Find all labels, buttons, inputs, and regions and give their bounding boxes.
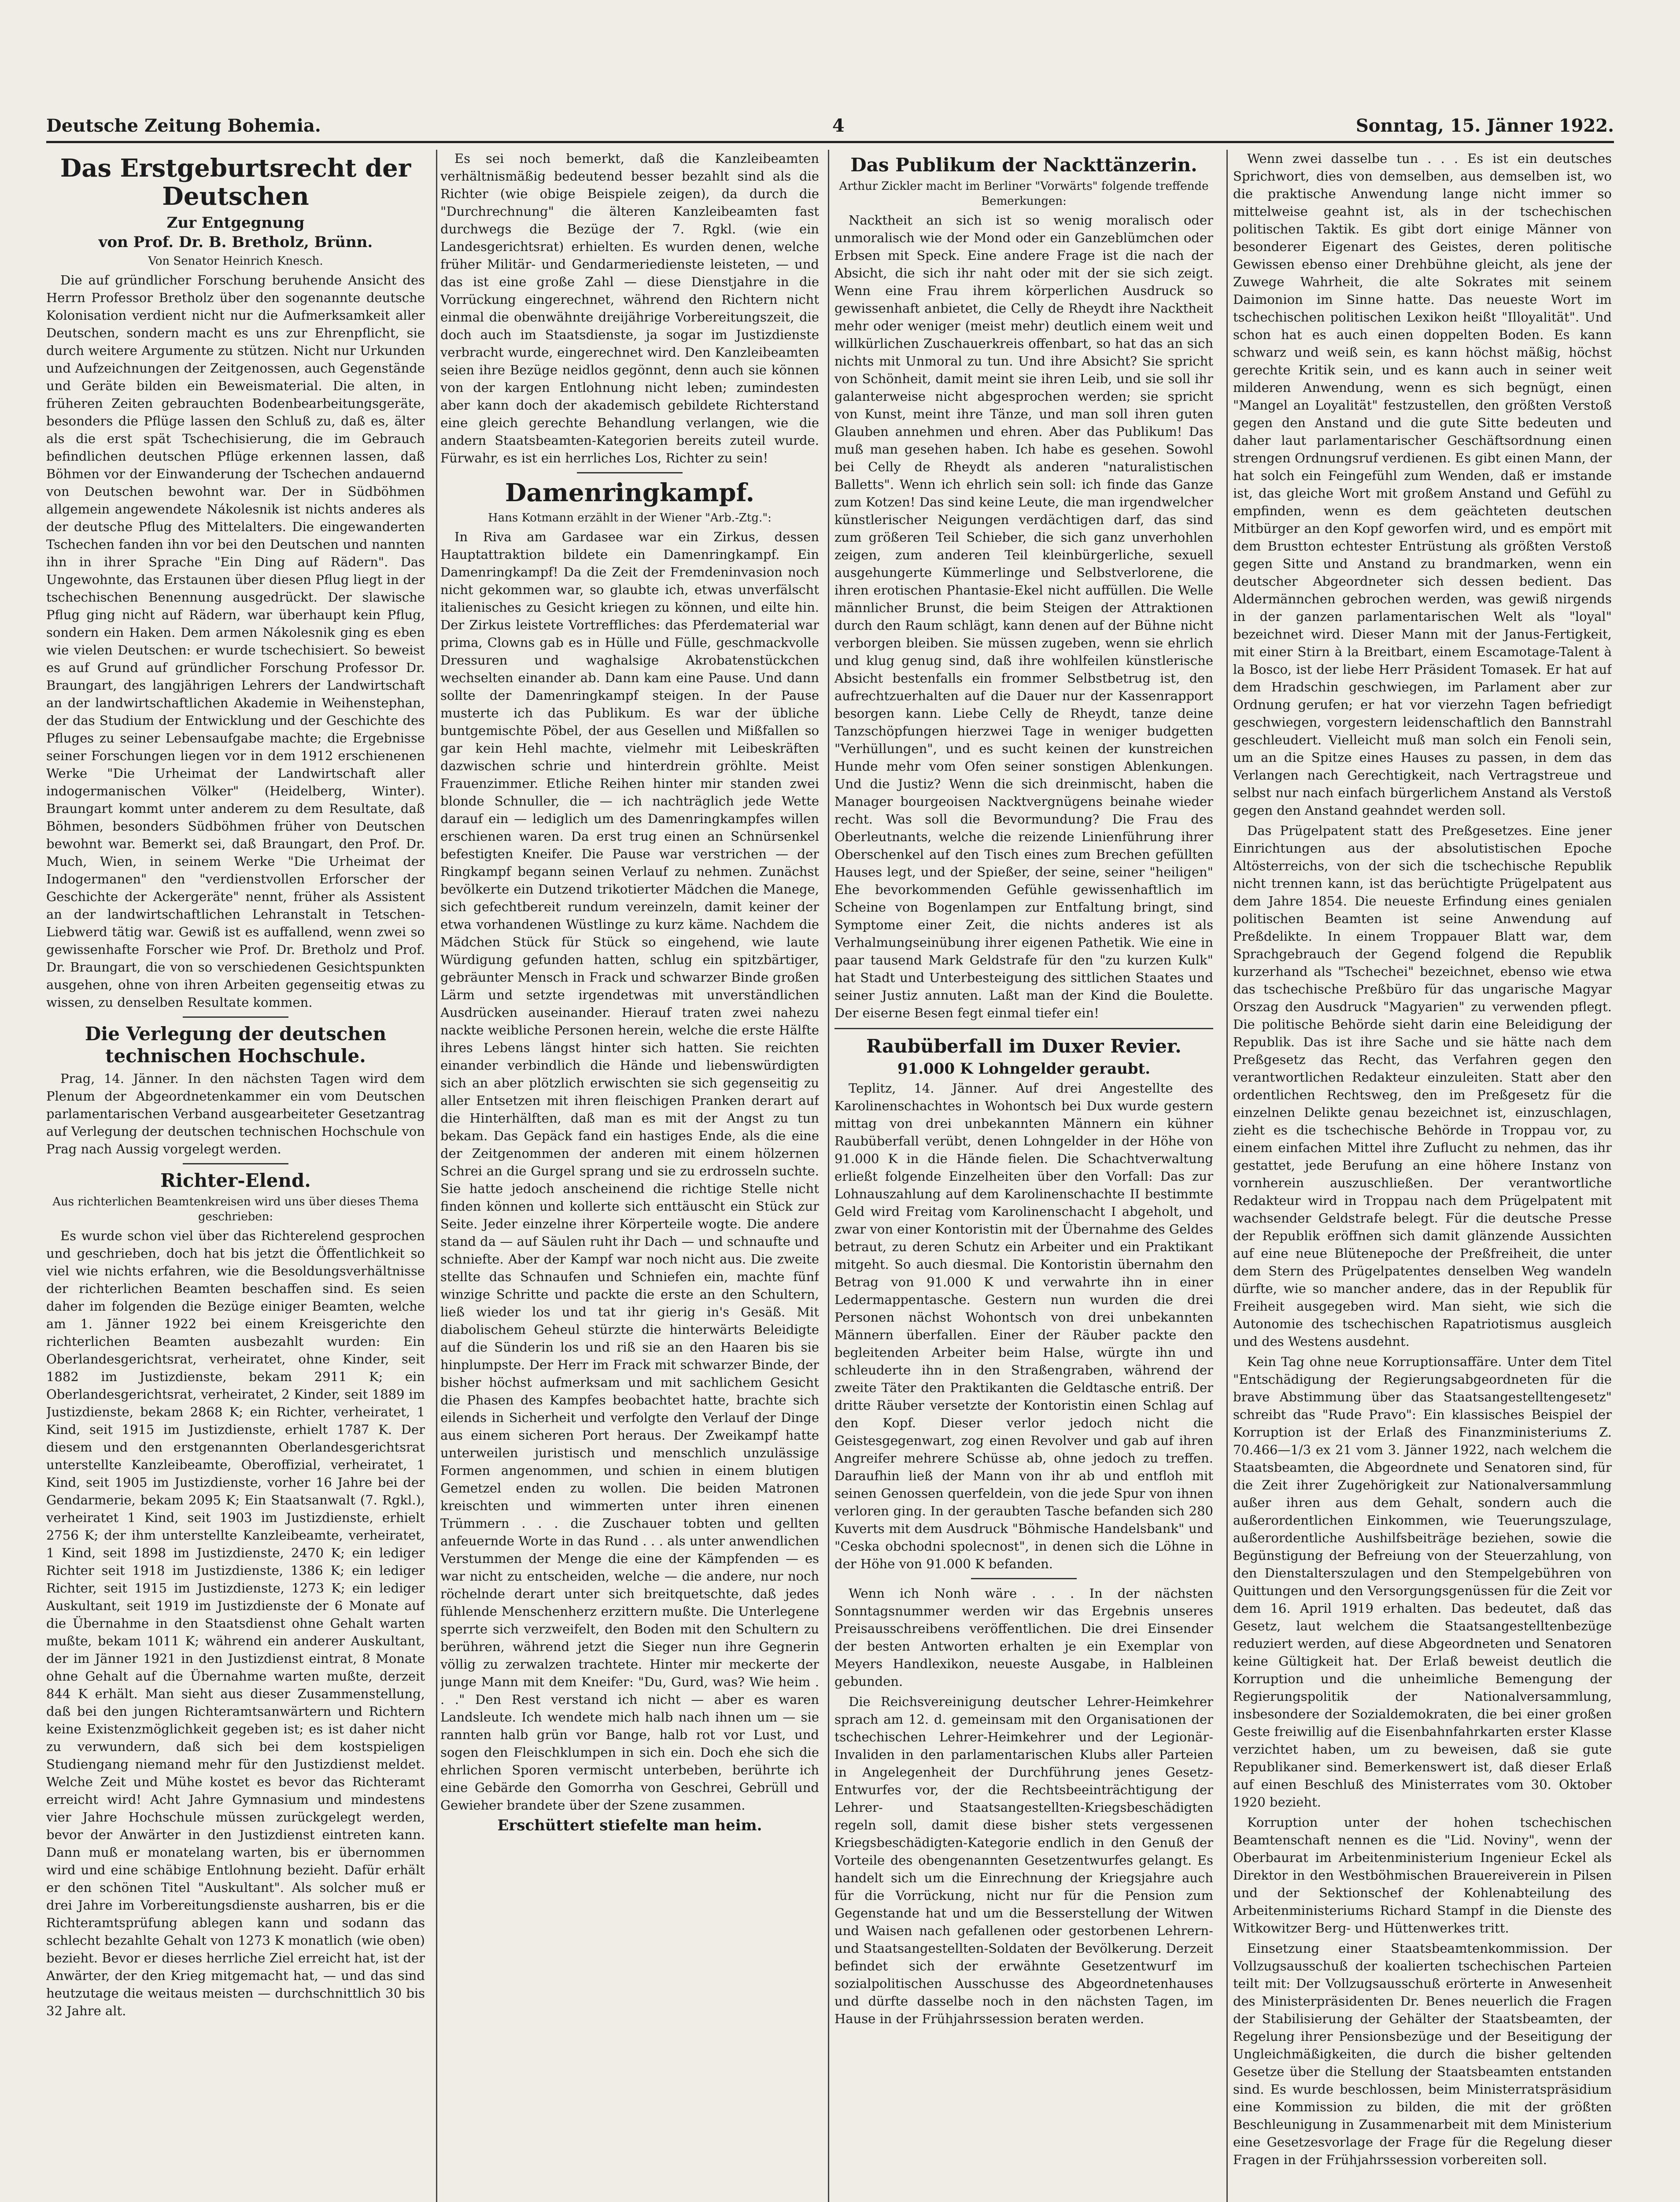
article-body: Prag, 14. Jänner. In den nächsten Tagen wird dem Plenum der Abgeordnetenkammer ein vom Deutschen parlamentarischen Verband ausgearbeiteter Gesetzantrag auf Verlegung der deutschen technischen Hochschule von Prag nach Aussig vorgelegt werden. bbox=[46, 1071, 425, 1156]
newspaper-title: Deutsche Zeitung Bohemia. bbox=[46, 115, 321, 136]
article-intro: Hans Kotmann erzählt in der Wiener "Arb.-Ztg.": bbox=[488, 511, 772, 525]
divider bbox=[183, 1163, 288, 1164]
article-body: Teplitz, 14. Jänner. Auf drei Angestellte des Karolinenschachtes in Wohontsch bei Dux wurde gestern mittag von drei unbekannten Männern ein kühner Raubüberfall verübt, denen Lohngelder in der Höhe von 91.000 K in die Hände fielen. Die Schachtverwaltung erließt folgende Einzelheiten über den Vorfall: Das zur Lohnauszahlung auf dem Karolinenschachte II bestimmte Geld wird Freitag vom Karolinenschacht I abgeholt, und zwar von einer Kontoristin mit der Übernahme des Geldes betraut, zu deren Schutz ein Arbeiter und ein Praktikant mitgeht. So auch diesmal. Die Kontoristin übernahm den Betrag von 91.000 K und verwahrte ihn in einer Ledermappentasche. Gestern nun wurden die drei Personen nächst Wohontsch von drei unbekannten Männern überfallen. Einer der Räuber packte den begleitenden Arbeiter beim Halse, würgte ihn und schleuderte ihn in den Straßengraben, während der zweite Täter den Praktikanten die Geldtasche entriß. Der dritte Räuber versetzte der Kontoristin einen Schlag auf den Kopf. Dieser verlor jedoch nicht die Geistesgegenwart, zog einen Revolver und gab auf ihren Angreifer mehrere Schüsse ab, ohne jedoch zu treffen. Daraufhin ließ der Mann von ihr ab und entfloh mit seinen Genossen querfeldein, von die jede Spur von ihnen verloren ging. In der geraubten Tasche befanden sich 280 Kuverts mit dem Ausdruck "Böhmische Handelsbank" und "Ceska obchodni spolecnost", in denen sich die Löhne in der Höhe von 91.000 K befanden. bbox=[834, 1081, 1213, 1571]
article-closing: Erschüttert stiefelte man heim. bbox=[497, 1817, 762, 1834]
article-title-publikum: Das Publikum der Nackttänzerin. bbox=[850, 154, 1197, 176]
news-item: Korruption unter der hohen tschechischen Beamtenschaft nennen es die "Lid. Noviny", wenn der Oberbaurat im Arbeitenministerium Ingenieur Eckel als Direktor in den Westböhmischen Brauereiverein in Pilsen und der Sektionschef der Kohlenabteilung des Arbeitenministeriums Richard Stampf in die Dienste des Witkowitzer Berg- und Hüttenwerkes tritt. bbox=[1233, 1815, 1612, 1936]
article-body: In Riva am Gardasee war ein Zirkus, dessen Hauptattraktion bildete ein Damenringkampf. Ein Damenringkampf! Da die Zeit der Fremdeninvasion noch nicht gekommen war, so glaubte ich, etwas unverfälscht italienisches zu Gesicht kriegen zu können, und eilte hin. Der Zirkus leistete Vortreffliches: das Pferdematerial war prima, Clowns gab es in Hülle und Fülle, geschmackvolle Dressuren und waghalsige Akrobatenstückchen wechselten einander ab. Dann kam eine Pause. Und dann sollte der Damenringkampf steigen. In der Pause musterte ich das Publikum. Es war der übliche buntgemischte Pöbel, der aus Gesellen und Mißfallen so gar kein Hehl machte, vielmehr mit Leibeskräften dazwischen schrie und hinterdrein gröhlte. Meist Frauenzimmer. Etliche Reihen hinter mir standen zwei blonde Schnuller, die — ich nachträglich jede Wette darauf ein — lediglich um des Damenringkampfes willen erschienen waren. Da erst trug einen an Schnürsenkel befestigten Kneifer. Die Pause war verstrichen — der Ringkampf begann seinen Verlauf zu nehmen. Zunächst bevölkerte ein Dutzend trikotierter Mädchen die Manege, sich gefechtbereit rundum vereinzeln, damit keiner der etwa vorhandenen Wüstlinge zu kurz käme. Nachdem die Mädchen Stück für Stück so eingehend, wie laute Würdigung gefunden hatten, schlug ein spitzbärtiger, gebräunter Mensch in Frack und schwarzer Binde großen Lärm und setzte irgendetwas mit unverständlichen Ausdrücken auseinander. Hierauf traten zwei nahezu nackte weibliche Personen herein, welche die erste Hälfte ihres Lebens längst hinter sich hatten. Sie reichten einander verbindlich die Hände und liebenswürdigten sich an aber plötzlich erwischten sie sich gegenseitig zu aller Entsetzen mit ihren fleischigen Pranken derart auf die Hinterhälften, daß man es mit der Angst zu tun bekam. Das Gepäck fand ein hastiges Ende, als die eine der Zeitgenommen der anderen mit einem hölzernen Schrei an die Gurgel sprang und sie zu erdrosseln suchte. Sie hatte jedoch anscheinend die richtige Stelle nicht finden können und kollerte sich enttäuscht ein Stück zur Seite. Jeder einzelne ihrer Körperteile wogte. Die andere stand da — auf Säulen ruht ihr Dach — und schnaufte und schniefte. Aber der Kampf war noch nicht aus. Die zweite stellte das Schnaufen und Schniefen ein, machte fünf winzige Schritte und packte die erste an den Schultern, ließ wieder los und tat ihr gierig in's Gesäß. Mit diabolischem Geheul stürzte die hinterwärts Beleidigte auf die Sünderin los und riß sie an den Haaren bis sie hinplumpste. Der Herr im Frack mit schwarzer Binde, der bisher höchst aufmerksam und mit sachlichem Gesicht die Phasen des Kampfes beobachtet hatte, brachte sich eilends in Sicherheit und verfolgte den Verlauf der Dinge aus einem sicheren Port heraus. Der Zweikampf hatte unterweilen juristisch und menschlich unzulässige Formen angenommen, und schien in einem blutigen Gemetzel enden zu wollen. Die beiden Matronen kreischten und wimmerten unter ihren einenen Trümmern . . . die Zuschauer tobten und gellten anfeuernde Worte in das Rund . . . als unter anwendlichen Verstummen der Menge die eine der Kämpfenden — es war nicht zu entscheiden, welche — die andere, nur noch röchelnde derart unter sich breitquetschte, daß jedes fühlende Menschenherz erzittern mußte. Die Unterlegene sperrte sich verzweifelt, den Boden mit den Schultern zu berühren, während jetzt die Sieger nun ihre Gegnerin völlig zu zerwalzen trachtete. Hinter mir meckerte der junge Mann mit dem Kneifer: "Du, Gurd, was? Wie heim . . ." Den Rest verstand ich nicht — aber es waren Landsleute. Ich wendete mich halb nach ihnen um — sie rannten halb grün vor Bange, halb rot vor Lust, und sogen den Fleischklumpen in sich ein. Doch ehe sich die ehrlichen Sporen vermischt unterbeben, berührte ich eine Gebärde den Gomorrha von Geschrei, Gebrüll und Gewieher brandete über der Szene zusammen. bbox=[440, 529, 819, 1813]
article-subtitle: 91.000 K Lohngelder geraubt. bbox=[897, 1060, 1151, 1078]
divider bbox=[183, 1016, 288, 1018]
news-item: Die Reichsvereinigung deutscher Lehrer-Heimkehrer sprach am 12. d. gemeinsam mit den Organisationen der tschechischen Lehrer-Heimkehrer und der Legionär-Invaliden in den parlamentarischen Klubs aller Parteien in Angelegenheit der Durchführung jenes Gesetz-Entwurfes vor, der die Rechtsbeeinträchtigung der Lehrer- und Staatsangestellten-Kriegsbeschädigten regeln soll, damit diese bisher stets vergessenen Kriegsbeschädigten-Kategorie endlich in den Genuß der Vorteile des obengenannten Gesetzentwurfes gelangt. Es handelt sich um die Einrechnung der Kriegsjahre auch für die Vorrückung, nicht nur für die Pension zum Gegenstande hat und um die Besserstellung der Witwen und Waisen nach gefallenen oder gestorbenen Lehrern- und Staatsangestellten-Soldaten der Bevölkerung. Derzeit befindet sich der erwähnte Gesetzentwurf im sozialpolitischen Ausschusse des Abgeordnetenhauses und dürfte dasselbe noch in den nächsten Tagen, im Hause in der Frühjahrssession beraten werden. bbox=[834, 1694, 1213, 2026]
column-separator bbox=[1226, 150, 1228, 2202]
issue-date: Sonntag, 15. Jänner 1922. bbox=[1355, 115, 1614, 136]
article-intro: Aus richterlichen Beamtenkreisen wird uns über dieses Thema geschrieben: bbox=[52, 1195, 419, 1223]
news-item: Das Prügelpatent statt des Preßgesetzes. Eine jener Einrichtungen aus der absolutistischen Epoche Altösterreichs, von der sich die tschechische Republik nicht trennen kann, ist das berüchtigte Prügelpatent aus dem Jahre 1854. Die neueste Erfindung eines genialen politischen Beamten ist seine Anwendung auf Preßdelikte. In einem Troppauer Blatt war, dem Sprachgebrauch der Gegend folgend die Republik kurzerhand als "Tschechei" bezeichnet, ebenso wie etwa das tschechische Preßbüro für das ungarische Magyar Orszag den Ausdruck "Magyarien" zu verwenden pflegt. Die politische Behörde sieht darin eine Beleidigung der Republik. Das ist ihre Sache und sie hätte nach dem Preßgesetz das Recht, das Verfahren gegen den verantwortlichen Redakteur einzuleiten. Statt aber den ordentlichen Rechtsweg, den im Preßgesetz für die einzelnen Delikte genau bezeichnet ist, einzuschlagen, zieht es die tschechische Behörde in Troppau vor, zu einem einfachen Mittel ihre Zuflucht zu nehmen, das ihr gestattet, jede Berufung an eine höhere Instanz von vornherein auszuschließen. Der verantwortliche Redakteur wird in Troppau nach dem Prügelpatent mit wachsender Geldstrafe belegt. Für die deutsche Presse der Republik eröffnen sich damit glänzende Aussichten auf eine neue Blütenepoche der Preßfreiheit, die unter dem Stern des Prügelpatentes denselben Weg wandeln dürfte, wie so mancher andere, das in der Republik für Freiheit ausgegeben wird. Man sieht, wie sich die Autonomie des tschechischen Rapatriotismus ausgleich und des Westens ausdehnt. bbox=[1233, 823, 1612, 1349]
column-3 bbox=[834, 150, 1213, 2202]
article-title-erstgeburtsrecht: Das Erstgeburtsrecht der Deutschen bbox=[60, 154, 411, 211]
header-rule bbox=[46, 141, 1614, 143]
news-item: Wenn ich Nonh wäre . . . In der nächsten Sonntagsnummer werden wir das Ergebnis unseres Preisausschreibens veröffentlichen. Die drei Einsender der besten Antworten erhalten je ein Exemplar von Meyers Handlexikon, neueste Ausgabe, in Halbleinen gebunden. bbox=[834, 1586, 1213, 1689]
article-title-richter-elend: Richter-Elend. bbox=[160, 1170, 311, 1191]
column-1 bbox=[46, 150, 425, 2202]
article-title-raubueberfall: Raubüberfall im Duxer Revier. bbox=[866, 1035, 1182, 1057]
article-body-continued: Es sei noch bemerkt, daß die Kanzleibeamten verhältnismäßig bedeutend besser bezahlt sind als die Richter (wie obige Beispiele zeigen), da durch die "Durchrechnung" die älteren Kanzleibeamten fast durchwegs die Bezüge der 7. Rgkl. (wie ein Landesgerichtsrat) erhielten. Es wurden denen, welche früher Militär- und Gendarmeriedienste leisteten, — und das ist eine große Zahl — diese Dienstjahre in die Vorrückung eingerechnet, während den Richtern nicht einmal die obenwähnte dreijährige Vorbereitungszeit, die doch auch im Staatsdienste, ja sogar im Justizdienste verbracht wurde, eingerechnet wird. Den Kanzleibeamten seien ihre Bezüge neidlos gegönnt, denn auch sie können von der kargen Entlohnung nicht leben; zumindesten aber kann doch der akademisch gebildete Richterstand eine gleich gerechte Behandlung verlangen, wie die andern Staatsbeamten-Kategorien bereits zuteil wurde. Fürwahr, es ist ein herrliches Los, Richter zu sein! bbox=[440, 151, 819, 466]
column-4 bbox=[1233, 150, 1612, 2202]
page-number: 4 bbox=[832, 115, 845, 136]
article-body: Die auf gründlicher Forschung beruhende Ansicht des Herrn Professor Bretholz über den sogenannte deutsche Kolonisation verdient nicht nur die Aufmerksamkeit aller Deutschen, sondern macht es uns zur Ehrenpflicht, sie durch weitere Argumente zu stützen. Nicht nur Urkunden und Aufzeichnungen der Zeitgenossen, auch Gegenstände und Geräte bilden ein Beweismaterial. Die alten, in früheren Zeiten gebrauchten Bodenbearbeitungsgeräte, besonders die Pflüge lassen den Schluß zu, daß es, älter als die erst spät Tschechisierung, die im Gebrauch befindlichen deutschen Pflüge erkennen lassen, daß Böhmen vor der Einwanderung der Tschechen andauernd von Deutschen bewohnt war. Der in Südböhmen allgemein angewendete Nákolesnik ist nichts anderes als der deutsche Pflug des Mittelalters. Die eingewanderten Tschechen fanden ihn vor bei den Deutschen und nannten ihn in ihrer Sprache "Ein Ding auf Rädern". Das Ungewohnte, das Erstaunen über diesen Pflug liegt in der tschechischen Benennung ausgedrückt. Der slawische Pflug ging nicht auf Rädern, war überhaupt kein Pflug, sondern ein Haken. Dem armen Nákolesnik ging es eben wie vielen Deutschen: er wurde tschechisiert. So beweist es auf Grund auf gründlicher Forschung Professor Dr. Braungart, des langjährigen Lehrers der Landwirtschaft an der landwirtschaftlichen Akademie in Weihenstephan, der das Studium der Entwicklung und der Geschichte des Pfluges zu seiner Lebensaufgabe machte; die Ergebnisse seiner Forschungen liegen vor in dem 1912 erschienenen Werke "Die Urheimat der Landwirtschaft aller indogermanischen Völker" (Heidelberg, Winter). Braungart kommt unter anderem zu dem Resultate, daß Böhmen, besonders Südböhmen früher von Deutschen bewohnt war. Bemerkt sei, daß Braungart, den Prof. Dr. Much, Wien, in seinem Werke "Die Urheimat der Indogermanen" den "verdienstvollen Erforscher der Geschichte der Ackergeräte" nennt, früher als Assistent an der landwirtschaftlichen Lehranstalt in Tetschen-Liebwerd tätig war. Gewiß ist es auffallend, wenn zwei so gewissenhafte Forscher wie Prof. Dr. Bretholz und Prof. Dr. Braungart, die von so verschiedenen Gesichtspunkten ausgehen, ohne von ihren Arbeiten gegenseitig etwas zu wissen, zu denselben Resultate kommen. bbox=[46, 273, 425, 1010]
article-body: Nacktheit an sich ist so wenig moralisch oder unmoralisch wie der Mond oder ein Ganzeblümchen oder Erbsen mit Speck. Eine andere Frage ist die nach der Absicht, die sich ihr naht oder mit der sie sich zeigt. Wenn eine Frau ihrem körperlichen Ausdruck so gewissenhaft anbietet, die Celly de Rheydt ihre Nacktheit mehr oder weniger (meist mehr) deutlich einem weit und willkürlichen Zuschauerkreis offenbart, so hat das an sich nichts mit Unmoral zu tun. Und ihre Absicht? Sie spricht von Schönheit, damit meint sie ihren Leib, und sie soll ihr galanterweise nicht abgesprochen werden; sie spricht von Kunst, meint ihre Tänze, und man soll ihren guten Glauben annehmen und ehren. Aber das Publikum! Das muß man gesehen haben. Ich habe es gesehen. Sowohl bei Celly de Rheydt als anderen "naturalistischen Balletts". Wenn ich ehrlich sein soll: ich finde das Ganze zum Kotzen! Das sind keine Leute, die man irgendwelcher künstlerischer Neigungen verdächtigen darf, das sind zum größeren Teil Schieber, die sich ganz unverhohlen zeigen, zum anderen Teil kleinbürgerliche, sexuell ausgehungerte Kümmerlinge und Selbstverlorene, die ihren erotischen Phantasie-Ekel nicht auffüllen. Die Welle männlicher Brunst, die beim Steigen der Attraktionen durch den Raum schlägt, kann denen auf der Bühne nicht verborgen bleiben. Sie müssen zugeben, wenn sie ehrlich und klug genug sind, daß ihre wohlfeilen künstlerische Absicht bestenfalls ein frommer Selbstbetrug ist, den aufrechtzuerhalten auf die Dauer nur der Kassenrapport besorgen kann. Liebe Celly de Rheydt, tanze deine Tanzschöpfungen hierzwei Tage in weniger budgetten "Verhüllungen", und es sucht keinen der kunstreichen Hunde mehr vom Ofen seiner sonstigen Ablenkungen. Und die Justiz? Wenn die sich dreinmischt, haben die Manager bourgeoisen Nacktvergnügens beinahe wieder recht. Was soll die Bevormundung? Die Frau des Oberleutnants, welche die reizende Linienführung ihrer Oberschenkel auf den Tisch eines zum Brechen gefüllten Hauses legt, und der Spießer, der seine, seiner "heiligen" Ehe bevorkommenden Gefühle gewissenhaftlich im Scheine von Bogenlampen zur Entfaltung bringt, sind Symptome einer Zeit, die nichts anderes ist als Verhalmungseinübung ihrer eigenen Pathetik. Wie eine in paar tausend Mark Geldstrafe für den "zu kurzen Kulk" hat Stadt und Unterbesteigung des sittlichen Staates und seiner Justiz annuten. Laßt man der Kind die Boulette. Der eiserne Besen fegt einmal tiefer ein! bbox=[834, 213, 1213, 1020]
article-title-hochschule: Die Verlegung der deutschen technischen Hochschule. bbox=[85, 1023, 387, 1067]
article-intro: Arthur Zickler macht im Berliner "Vorwärts" folgende treffende Bemerkungen: bbox=[839, 180, 1209, 208]
article-subtitle: Zur Entgegnung bbox=[166, 214, 305, 232]
news-item: Kein Tag ohne neue Korruptionsaffäre. Unter dem Titel "Entschädigung der Regierungsabgeordneten für die brave Abstimmung über das Staatsangestelltengesetz" schreibt das "Rude Pravo": Ein klassisches Beispiel der Korruption ist der Erlaß des Finanzministeriums Z. 70.466—1/3 ex 21 vom 3. Jänner 1922, nach welchem die Staatsbeamten, die Abgeordnete und Senatoren sind, für die Zeit ihrer Zugehörigkeit zur Nationalversammlung außer ihren aus dem Gehalt, sondern auch die außerordentlichen Einkommen, wie Teuerungszulage, außerordentliche Aushilfsbeiträge beziehen, sowie die Begünstigung der Befreiung von der Steuerzahlung, von den Dienstalterszulagen und den Stempelgebühren von Quittungen und den Versorgungsgenüssen für die Zeit vor dem 16. April 1919 erhalten. Das bedeutet, daß das Gesetz, laut welchem die Staatsangestelltenbezüge reduziert werden, auf diese Abgeordneten und Senatoren keine Gültigkeit hat. Der Erlaß beweist deutlich die Korruption und die unheimliche Bemengung der Regierungspolitik der Nationalversammlung, insbesondere der Sozialdemokraten, die bei einer großen Geste freiwillig auf die Eisenbahnfahrkarten erster Klasse verzichtet haben, um zu beweisen, daß sie gute Republikaner sind. Bemerkenswert ist, daß dieser Erlaß auf einen Beschluß des Ministerrates vom 30. Oktober 1920 bezieht. bbox=[1233, 1354, 1612, 1810]
article-subtitle-2: von Prof. Dr. B. Bretholz, Brünn. bbox=[98, 233, 373, 251]
column-separator bbox=[436, 150, 437, 2202]
page-header bbox=[46, 110, 1614, 141]
article-body: Es wurde schon viel über das Richterelend gesprochen und geschrieben, doch hat bis jetzt die Öffentlichkeit so viel wie nichts erfahren, wie die Besoldungsverhältnisse der richterlichen Beamten beschaffen sind. Es seien daher im folgenden die Bezüge einiger Beamten, welche am 1. Jänner 1922 bei einem Kreisgerichte den richterlichen Beamten ausbezahlt wurden: Ein Oberlandesgerichtsrat, verheiratet, ohne Kinder, seit 1882 im Justizdienste, bekam 2911 K; ein Oberlandesgerichtsrat, verheiratet, 2 Kinder, seit 1889 im Justizdienste, bekam 2868 K; ein Richter, verheiratet, 1 Kind, seit 1915 im Justizdienste, erhielt 1787 K. Der diesem und den erstgenannten Oberlandesgerichtsrat unterstellte Kanzleibeamte, Oberoffizial, verheiratet, 1 Kind, seit 1905 im Justizdienste, vorher 16 Jahre bei der Gendarmerie, bekam 2095 K; Ein Staatsanwalt (7. Rgkl.), verheiratet 1 Kind, seit 1903 im Justizdienste, erhielt 2756 K; der ihm unterstellte Kanzleibeamte, verheiratet, 1 Kind, seit 1898 im Justizdienste, 2470 K; ein lediger Richter seit 1918 im Justizdienste, 1386 K; ein lediger Richter, seit 1915 im Justizdienste, 1273 K; ein lediger Auskultant, seit 1919 im Justizdienste der 6 Monate auf die Übernahme in den Staatsdienst ohne Gehalt warten mußte, bekam 1011 K; während ein anderer Auskultant, der im Jänner 1921 in den Justizdienst eintrat, 8 Monate ohne Gehalt auf die Übernahme warten mußte, derzeit 844 K erhält. Man sieht aus dieser Zusammenstellung, daß bei den jungen Richteramtsanwärtern und Richtern keine Existenzmöglichkeit gegeben ist; es ist daher nicht zu verwundern, daß sich bei dem kostspieligen Studiengang niemand mehr für den Justizdienst meldet. Welche Zeit und Mühe kostet es bevor das Richteramt erreicht wird! Acht Jahre Gymnasium und mindestens vier Jahre Hochschule müssen zurückgelegt werden, bevor der Anwärter in den Justizdienst eintreten kann. Dann muß er monatelang warten, bis er übernommen wird und eine schäbige Entlohnung bezieht. Dafür erhält er den schönen Titel "Auskultant". Als solcher muß er drei Jahre im Vorbereitungsdienste ausharren, bis er die Richteramtsprüfung ablegen kann und sodann das schlecht bezahlte Gehalt von 1273 K monatlich (wie oben) bezieht. Bevor er dieses herrliche Ziel erreicht hat, ist der Anwärter, der den Krieg mitgemacht hat, — und das sind heutzutage die weitaus meisten — durchschnittlich 30 bis 32 Jahre alt. bbox=[46, 1228, 425, 2018]
column-separator bbox=[828, 150, 829, 2202]
divider bbox=[577, 472, 683, 473]
news-item: Einsetzung einer Staatsbeamtenkommission. Der Vollzugsausschuß der koalierten tschechischen Parteien teilt mit: Der Vollzugsausschuß erörterte in Anwesenheit des Ministerpräsidenten Dr. Benes neuerlich die Fragen der Stabilisierung der Gehälter der Staatsbeamten, der Regelung ihrer Pensionsbezüge und der Beseitigung der Ungleichmäßigkeiten, die durch die bisher geltenden Gesetze über die Stellung der Staatsbeamten entstanden sind. Es wurde beschlossen, beim Ministerratspräsidium eine Kommission zu bilden, die mit der größten Beschleunigung in Zusammenarbeit mit dem Ministerium eine Gesetzesvorlage der Frage für die Regelung dieser Fragen in der Frühjahrssession vorbereiten soll. bbox=[1233, 1941, 1612, 2167]
article-author: Von Senator Heinrich Knesch. bbox=[148, 255, 323, 268]
news-item: Wenn zwei dasselbe tun . . . Es ist ein deutsches Sprichwort, dies von demselben, aus demselben ist, wo die praktische Anwendung lange nicht immer so mittelweise geahnt ist, als in der tschechischen politischen Taktik. Es gibt dort einige Männer von besonderer Eigenart des Geistes, deren politische Gewissen ebenso einer Drehbühne gleicht, als jene der Zuwege Wahrheit, die alte Sokrates mit seinem Daimonion im Sinne hatte. Das neueste Wort im tschechischen politischen Lexikon heißt "Illoyalität". Und schon hat es auch einen doppelten Boden. Es kann schwarz und weiß sein, es kann höchst mäßig, höchst gerechte Kritik sein, und es kann auch in seiner weit milderen Anwendung, wenn es sich begnügt, einen "Mangel an Loyalität" festzustellen, den größten Verstoß gegen den Anstand und die gute Sitte bedeuten und daher laut parlamentarischer Geschäftsordnung einen strengen Ordnungsruf verdienen. Es gibt einen Mann, der hat solch ein Feingefühl zum Wenden, daß er imstande ist, das gleiche Wort mit großem Anstand und Gefühl zu empfinden, wenn es dem geächteten deutschen Mitbürger an den Kopf geworfen wird, und es empört mit dem Brustton echtester Entrüstung als größten Verstoß gegen Sitte und Anstand zu brandmarken, wenn ein deutscher Abgeordneter sich dessen bedient. Das Aldermännchen gebrochen werden, was gewiß nirgends in der ganzen parlamentarischen Welt als "loyal" bezeichnet wird. Dieser Mann mit der Janus-Fertigkeit, mit einer Stirn à la Breitbart, einem Escamotage-Talent à la Bosco, ist der liebe Herr Präsident Tomasek. Er hat auf dem Hradschin geschwiegen, im Parlament aber zur Ordnung gerufen; er hat vor vierzehn Tagen befriedigt geschwiegen, vorgestern leidenschaftlich den Bannstrahl geschleudert. Vielleicht muß man solch ein Fenoli sein, um an die Spitze eines Hauses zu passen, in dem das Verlangen nach Gerechtigkeit, nach Vertragstreue und selbst nur nach einfach bürgerlichem Anstand als Verstoß gegen den Anstand geahndet werden soll. bbox=[1233, 151, 1612, 818]
divider bbox=[971, 1578, 1077, 1579]
article-title-damenringkampf: Damenringkampf. bbox=[505, 478, 755, 507]
divider bbox=[834, 1028, 1213, 1029]
column-2 bbox=[440, 150, 819, 2202]
